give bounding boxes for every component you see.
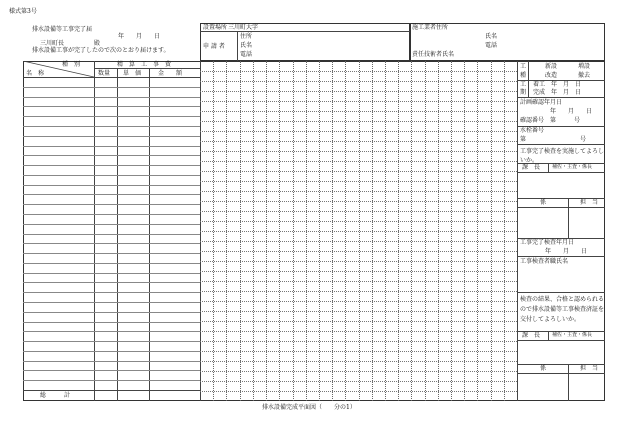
- period-label-2: 期: [520, 89, 527, 96]
- total-label: 総 計: [40, 392, 71, 399]
- grid-line-horizontal: [200, 291, 517, 292]
- charge-label: 担 当: [580, 199, 599, 206]
- table-row: [23, 204, 200, 205]
- kind-label-1: 工: [520, 63, 527, 70]
- table-row: [23, 175, 200, 176]
- grid-line-horizontal: [200, 361, 517, 362]
- type-header: 種 別: [62, 61, 81, 68]
- grid-line-horizontal: [200, 391, 517, 392]
- table-row: [23, 312, 200, 313]
- grid-line-horizontal: [200, 201, 517, 202]
- removal-label: 撤去: [578, 72, 591, 79]
- grid-line-horizontal: [200, 121, 517, 122]
- addition-label: 増設: [578, 63, 591, 70]
- person-label-2: 係: [540, 365, 547, 372]
- staff-label: 補佐・主査・係長: [552, 164, 593, 170]
- start-date-label: 着工 年 月 日: [533, 81, 582, 88]
- amount-column-header: 金 額: [158, 70, 183, 77]
- site-value: 三川町大字: [228, 24, 259, 31]
- plan-confirm-label: 計画確認年月日: [520, 99, 563, 106]
- table-row: [23, 282, 200, 283]
- grid-line-horizontal: [200, 211, 517, 212]
- table-row: [23, 253, 200, 254]
- plan-caption: 排水設備完成平面図（ 分の1）: [262, 404, 356, 411]
- table-row: [23, 224, 200, 225]
- confirm-number-label: 確認番号 第 号: [520, 117, 581, 124]
- plug-number-value: 第 号: [520, 136, 587, 143]
- unit-price-column-header: 単 価: [123, 70, 142, 77]
- kind-label-2: 種: [520, 72, 527, 79]
- table-row: [23, 273, 200, 274]
- grid-line-horizontal: [200, 151, 517, 152]
- plan-confirm-date: 年 月 日: [550, 108, 593, 115]
- chief-label: 課 長: [522, 164, 541, 171]
- table-row: [23, 214, 200, 215]
- grid-line-horizontal: [200, 261, 517, 262]
- complete-date-label: 完成 年 月 日: [533, 89, 582, 96]
- site-label: 設置場所: [203, 24, 228, 31]
- chief-label-2: 課 長: [522, 332, 541, 339]
- grid-line-horizontal: [200, 241, 517, 242]
- qty-column-header: 数量: [98, 70, 111, 77]
- applicant-label: 申 請 者: [203, 43, 225, 50]
- grid-line-horizontal: [200, 221, 517, 222]
- inspection-date-label: 工事完了検査年月日: [520, 239, 575, 246]
- inspection-date: 年 月 日: [545, 248, 588, 255]
- engineer-label: 責任技術者氏名: [412, 51, 455, 58]
- table-row: [23, 116, 200, 117]
- table-row: [23, 331, 200, 332]
- grid-line-horizontal: [200, 271, 517, 272]
- grid-line-horizontal: [200, 331, 517, 332]
- person-label: 係: [540, 199, 547, 206]
- contractor-name: 氏名: [485, 33, 498, 40]
- grid-line-horizontal: [200, 301, 517, 302]
- table-row: [23, 370, 200, 371]
- grid-line-horizontal: [200, 341, 517, 342]
- table-row: [23, 263, 200, 264]
- table-row: [23, 106, 200, 107]
- name-column-header: 名 称: [26, 70, 45, 77]
- table-row: [23, 155, 200, 156]
- estimate-header: 精 算 工 事 費: [117, 61, 172, 68]
- grid-line-horizontal: [200, 191, 517, 192]
- renovation-label: 改造: [545, 72, 558, 79]
- table-row: [23, 380, 200, 381]
- charge-label-2: 担 当: [580, 365, 599, 372]
- grid-line-horizontal: [200, 251, 517, 252]
- diagonal-header-line: [23, 61, 94, 77]
- table-row: [23, 361, 200, 362]
- form-title: 排水設備等工事完了届: [32, 26, 93, 33]
- inspection-request: 工事完了検査を実施してよろしいか。: [520, 148, 605, 164]
- grid-line-horizontal: [200, 141, 517, 142]
- new-construction-label: 新設: [545, 63, 558, 70]
- table-row: [23, 351, 200, 352]
- name-label: 氏名: [240, 42, 253, 49]
- address-label: 住所: [240, 33, 253, 40]
- table-row: [23, 292, 200, 293]
- grid-line-horizontal: [200, 321, 517, 322]
- plug-number-label: 水栓番号: [520, 127, 545, 134]
- table-row: [23, 302, 200, 303]
- grid-line-horizontal: [200, 231, 517, 232]
- phone-label: 電話: [240, 51, 253, 58]
- table-row: [23, 185, 200, 186]
- table-row: [23, 194, 200, 195]
- addressee: 三川町長 殿: [40, 40, 101, 47]
- grid-line-horizontal: [200, 131, 517, 132]
- staff-label-2: 補佐・主査・係長: [552, 332, 593, 338]
- table-row: [23, 97, 200, 98]
- grid-line-horizontal: [200, 81, 517, 82]
- grid-line-horizontal: [200, 281, 517, 282]
- grid-line-horizontal: [200, 171, 517, 172]
- table-row: [23, 165, 200, 166]
- table-row: [23, 234, 200, 235]
- table-row: [23, 341, 200, 342]
- grid-line-horizontal: [200, 91, 517, 92]
- table-row: [23, 87, 200, 88]
- grid-line-horizontal: [200, 371, 517, 372]
- grid-line-horizontal: [200, 71, 517, 72]
- grid-line-horizontal: [200, 311, 517, 312]
- inspection-result: 検査の結果、合格と認められるので排水設備等工事検査済証を交付してよろしいか。: [520, 296, 605, 323]
- table-row: [23, 243, 200, 244]
- submission-date: 年 月 日: [118, 33, 161, 40]
- intro-text: 排水設備工事が完了したので次のとおり届けます。: [32, 47, 170, 54]
- table-row: [23, 136, 200, 137]
- grid-line-horizontal: [200, 101, 517, 102]
- grid-line-horizontal: [200, 161, 517, 162]
- grid-line-horizontal: [200, 351, 517, 352]
- form-number: 様式第3号: [9, 8, 37, 15]
- contractor-label: 施工業者住所: [412, 24, 449, 31]
- contractor-phone: 電話: [485, 42, 498, 49]
- grid-line-horizontal: [200, 181, 517, 182]
- inspector-label: 工事検査者職氏名: [520, 258, 569, 265]
- period-label-1: 工: [520, 81, 527, 88]
- table-row: [23, 322, 200, 323]
- table-row: [23, 146, 200, 147]
- grid-line-horizontal: [200, 381, 517, 382]
- grid-line-horizontal: [200, 111, 517, 112]
- table-row: [23, 126, 200, 127]
